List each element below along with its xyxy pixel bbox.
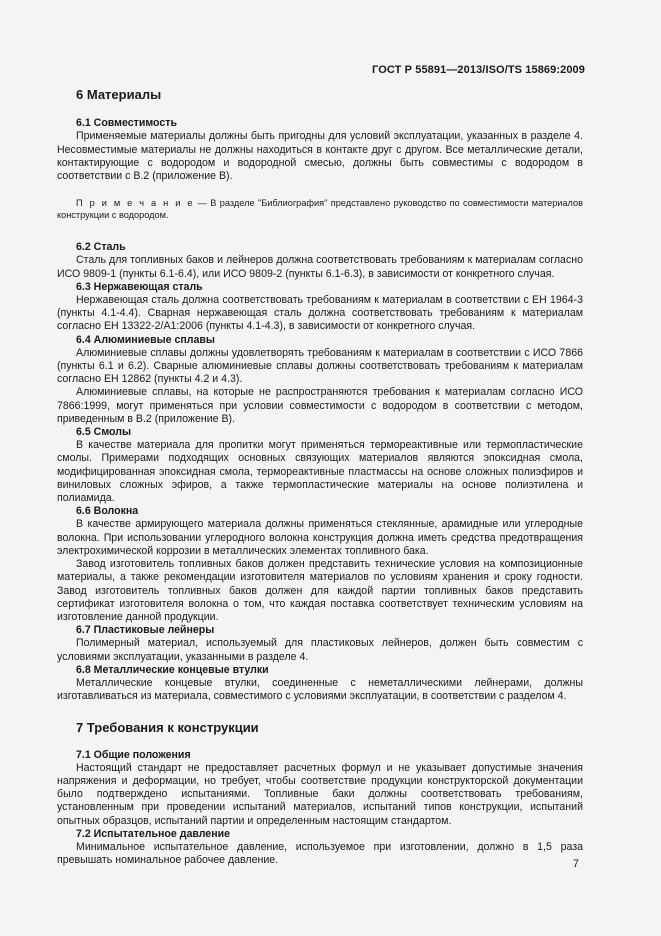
- note-paragraph: [57, 197, 583, 221]
- document-header: ГОСТ Р 55891—2013/ISO/TS 15869:2009: [372, 64, 585, 76]
- subsection-7-2-paragraph: Минимальное испытательное давление, используемое при изготовлении, должно в 1,5 раза превышать номинальное рабочее давление.: [57, 840, 583, 867]
- page-number: 7: [572, 858, 579, 870]
- page-content: [57, 88, 583, 867]
- subsection-6-2-paragraph: Сталь для топливных баков и лейнеров должна соответствовать требованиям к материалам согласно ИСО 9809-1 (пункты 6.1-6.4), или ИСО 9809-2 (пункты 6.1-6.3), в зависимости от конкретного случая.: [57, 254, 583, 280]
- note-label: П р и м е ч а н и е: [76, 198, 195, 209]
- subsection-6-6-title: 6.6 Волокна: [76, 505, 139, 518]
- subsection-6-4-paragraph-2: Алюминиевые сплавы, на которые не распространяются требования к материалам согласно ИСО 7866:1999, могут применяться при условии совместимости с водородом в соответствии с методом, приведенным в В.2 (приложение В).: [57, 386, 583, 425]
- subsection-7-1-paragraph: Настоящий стандарт не предоставляет расчетных формул и не указывает допустимые значения напряжения и деформации, но требует, чтобы соответствие продукции конструкторской документации было подтверждено испытаниями. Топливные баки должны соответствовать требованиям, установленным при проведении испытаний материалов, испытаний типов конструкции, испытаний опытных образцов, испытаний партии и определенным настоящим стандартом.: [57, 761, 583, 827]
- section-6-title: 6 Материалы: [76, 87, 162, 102]
- subsection-6-3-paragraph: Нержавеющая сталь должна соответствовать требованиям к материалам в соответствии с ЕН 1964-3 (пункты 4.1-4.4). Сварная нержавеющая сталь должна соответствовать требованиям к материалам согласно ЕН 13322-2/А1:2006 (пункты 4.1-4.3), в зависимости от конкретного случая.: [57, 294, 583, 333]
- subsection-6-5-paragraph: В качестве материала для пропитки могут применяться термореактивные или термопластические смолы. Примерами подходящих основных связующих материалов являются эпоксидная смола, модифицированная эпоксидная смола, термореактивные пластмассы на основе сложных полиэфиров и виниловых сложных эфиров, а также термопластические материалы на основе полиэтилена и полиамида.: [57, 439, 583, 505]
- subsection-6-4-title: 6.4 Алюминиевые сплавы: [76, 333, 215, 346]
- subsection-7-2-title: 7.2 Испытательное давление: [76, 827, 231, 840]
- subsection-6-5-title: 6.5 Смолы: [76, 426, 132, 439]
- subsection-6-1-paragraph: Применяемые материалы должны быть пригодны для условий эксплуатации, указанных в разделе 4. Несовместимые материалы не должны находиться в контакте друг с другом. Все металлические детали, контактирующие с водородом и водородной смесью, должны быть совместимы с водородом в соответствии с В.2 (приложение В).: [57, 130, 583, 183]
- subsection-6-6-paragraph-2: Завод изготовитель топливных баков должен представить технические условия на композиционные материалы, а также рекомендации изготовителя материалов по условиям хранения и сроку годности. Завод изготовитель топливных баков должен для каждой партии топливных баков представить сертификат изготовителя волокна о том, что каждая поставка соответствует техническим условиям на изготовление данной продукции.: [57, 558, 583, 623]
- subsection-7-1-title: 7.1 Общие положения: [76, 748, 191, 761]
- subsection-6-6-paragraph-1: В качестве армирующего материала должны применяться стеклянные, арамидные или углеродные волокна. При использовании углеродного волокна конструкция должна иметь средства предотвращения электрохимической коррозии в металлических элементах топливного бака.: [57, 518, 583, 557]
- subsection-6-8-title: 6.8 Металлические концевые втулки: [76, 663, 269, 676]
- section-7-title: 7 Требования к конструкции: [76, 720, 259, 736]
- subsection-6-8-paragraph: Металлические концевые втулки, соединенные с неметаллическими лейнерами, должны изготавливаться из материала, совместимого с условиями эксплуатации, в соответствии с разделом 4.: [57, 676, 583, 703]
- subsection-6-7-paragraph: Полимерный материал, используемый для пластиковых лейнеров, должен быть совместим с условиями эксплуатации, указанными в разделе 4.: [57, 637, 583, 663]
- subsection-6-1-title: 6.1 Совместимость: [76, 117, 177, 130]
- subsection-6-2-title: 6.2 Сталь: [76, 241, 126, 254]
- subsection-6-4-paragraph-1: Алюминиевые сплавы должны удовлетворять требованиям к материалам в соответствии с ИСО 7866 (пункты 6.1 и 6.2). Сварные алюминиевые сплавы должны соответствовать требованиям к материалам согласно ЕН 12862 (пункты 4.2 и 4.3).: [57, 346, 583, 386]
- subsection-6-7-title: 6.7 Пластиковые лейнеры: [76, 624, 215, 637]
- note-text: — В разделе "Библиография" представлено руководство по совместимости материалов конструкции с водородом.: [57, 198, 584, 221]
- subsection-6-3-title: 6.3 Нержавеющая сталь: [76, 280, 203, 293]
